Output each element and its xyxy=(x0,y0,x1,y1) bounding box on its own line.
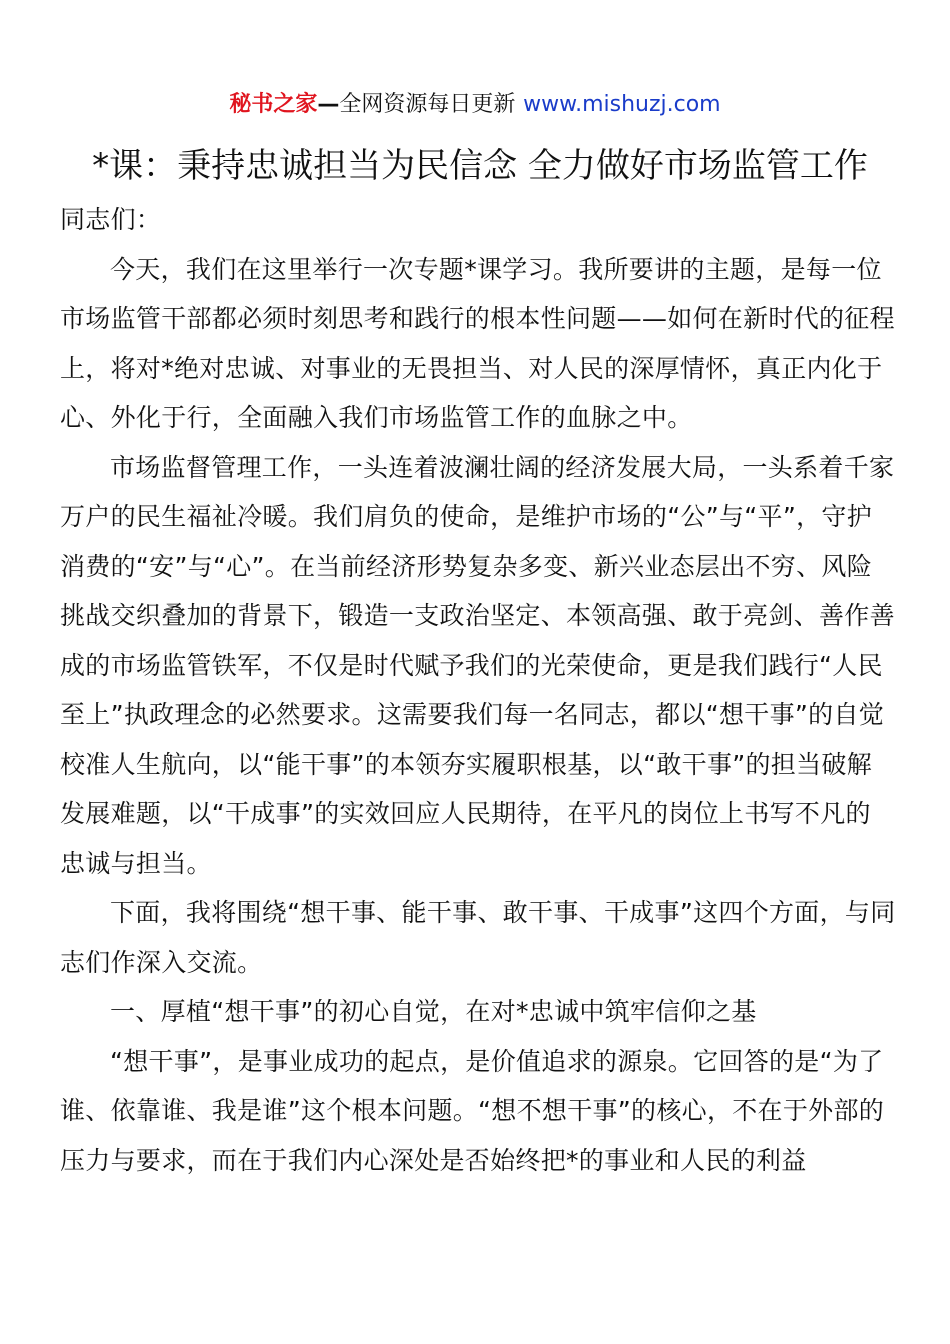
paragraph-mission: 市场监督管理工作，一头连着波澜壮阔的经济发展大局，一头系着千家万户的民生福祉冷暖。我们肩负的使命，是维护市场的“公”与“平”，守护消费的“安”与“心”。在当前经济形势复杂多变、新兴业态层出不穷、风险挑战交织叠加的背景下，锻造一支政治坚定、本领高强、敢于亮剑、善作善成的市场监管铁军，不仅是时代赋予我们的光荣使命，更是我们践行“人民至上”执政理念的必然要求。这需要我们每一名同志，都以“想干事”的自觉校准人生航向，以“能干事”的本领夯实履职根基，以“敢干事”的担当破解发展难题，以“干成事”的实效回应人民期待，在平凡的岗位上书写不凡的忠诚与担当。 xyxy=(60,452,895,878)
document-body xyxy=(60,195,896,1185)
brand-name: 秘书之家 xyxy=(229,92,318,117)
site-banner xyxy=(0,88,950,122)
site-url-link[interactable]: www.mishuzj.com xyxy=(523,92,721,117)
banner-tagline: 全网资源每日更新 xyxy=(339,92,516,117)
salutation: 同志们： xyxy=(60,205,162,234)
document-title: *课：秉持忠诚担当为民信念 全力做好市场监管工作 xyxy=(92,146,868,186)
paragraph-intro: 今天，我们在这里举行一次专题*课学习。我所要讲的主题，是每一位市场监管干部都必须时刻思考和践行的根本性问题——如何在新时代的征程上，将对*绝对忠诚、对事业的无畏担当、对人民的深厚情怀，真正内化于心、外化于行，全面融入我们市场监管工作的血脉之中。 xyxy=(60,254,895,432)
paragraph-outline: 下面，我将围绕“想干事、能干事、敢干事、干成事”这四个方面，与同志们作深入交流。 xyxy=(60,898,896,977)
banner-dash: — xyxy=(317,92,340,117)
section-heading-1: 一、厚植“想干事”的初心自觉，在对*忠诚中筑牢信仰之基 xyxy=(110,997,757,1026)
paragraph-section-1: “想干事”，是事业成功的起点，是价值追求的源泉。它回答的是“为了谁、依靠谁、我是谁”这个根本问题。“想不想干事”的核心，不在于外部的压力与要求，而在于我们内心深处是否始终把*的事业和人民的利益 xyxy=(60,1046,885,1175)
